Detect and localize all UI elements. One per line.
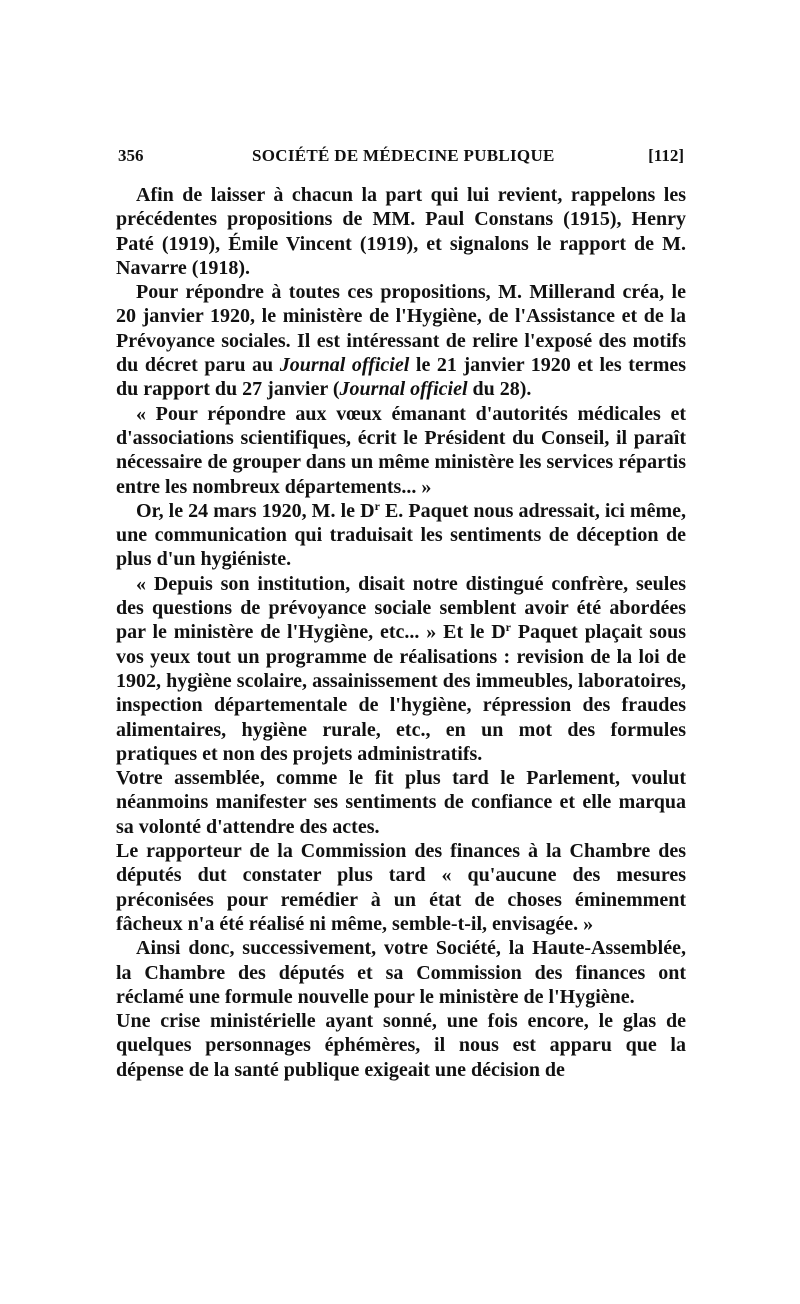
page-header (118, 146, 684, 172)
paragraph-9: Une crise ministérielle ayant sonné, une fois encore, le glas de quelques personnages éphémères, il nous est apparu que la dépense de la santé publique exigeait une décision de (116, 1010, 686, 1081)
paragraph-4-text-a: Or, le 24 mars 1920, M. le D (136, 499, 375, 522)
paragraph-2-text-a: Pour répondre à toutes ces propositions, M. Millerand créa, le 20 janvier 1920, le ministère de l'Hygiène, de l'Assistance et de la Prévoyance sociales. Il est intéressant de relire l'exposé des motifs du décret paru au (116, 281, 686, 377)
paragraph-1: Afin de laisser à chacun la part qui lui revient, rappelons les précédentes propositions de MM. Paul Constans (1915), Henry Paté (1919), Émile Vincent (1919), et signalons le rapport de M. Navarre (1918). (116, 184, 686, 279)
body-text (116, 183, 686, 1082)
page-number: 356 (118, 146, 144, 165)
paragraph-6: Votre assemblée, comme le fit plus tard le Parlement, voulut néanmoins manifester ses sentiments de confiance et elle marqua sa volonté d'attendre des actes. (116, 767, 686, 838)
paragraph-5-text-b: Paquet plaçait sous vos yeux tout un programme de réalisations : revision de la loi de 1902, hygiène scolaire, assainissement des immeubles, laboratoires, inspection départementale de l'hygiène, répression des fraudes alimentaires, hygiène rurale, etc., en un mot des formules pratiques et non des projets administratifs. (116, 621, 686, 765)
paragraph-7: Le rapporteur de la Commission des finances à la Chambre des députés dut constater plus tard « qu'aucune des mesures préconisées pour remédier à un état de choses éminemment fâcheux n'a été réalisé ni même, semble-t-il, envisagée. » (116, 840, 686, 935)
paragraph-3-quote: « Pour répondre aux vœux émanant d'autorités médicales et d'associations scientifiques, écrit le Président du Conseil, il paraît nécessaire de grouper dans un même ministère les services répartis entre les nombreux départements... » (116, 402, 686, 498)
doctor-abbrev-sup: r (374, 498, 380, 513)
paragraph-8: Ainsi donc, successivement, votre Société, la Haute-Assemblée, la Chambre des députés et sa Commission des finances ont réclamé une formule nouvelle pour le ministère de l'Hygiène. (116, 937, 686, 1008)
section-number: [112] (648, 146, 684, 165)
paragraph-4 (116, 499, 686, 572)
journal-officiel-ref-2: Journal officiel (339, 378, 468, 401)
paragraph-2 (116, 280, 686, 401)
paragraph-5 (116, 572, 686, 766)
journal-officiel-ref-1: Journal officiel (279, 354, 410, 377)
running-title: SOCIÉTÉ DE MÉDECINE PUBLIQUE (252, 146, 555, 165)
doctor-abbrev-sup: r (505, 620, 511, 635)
paragraph-4-text-b: E. Paquet nous adressait, ici même, une communication qui traduisait les sentiments de déception de plus d'un hygiéniste. (116, 499, 687, 571)
paragraph-2-text-c: le 21 janvier 1920 et les termes du rapport du 27 janvier ( (116, 354, 687, 401)
paragraph-2-text-e: du 28). (467, 378, 532, 401)
paragraph-5-text-a: « Depuis son institution, disait notre distingué confrère, seules des questions de prévoyance sociale semblent avoir été abordées par le ministère de l'Hygiène, etc... » Et le D (116, 572, 686, 644)
